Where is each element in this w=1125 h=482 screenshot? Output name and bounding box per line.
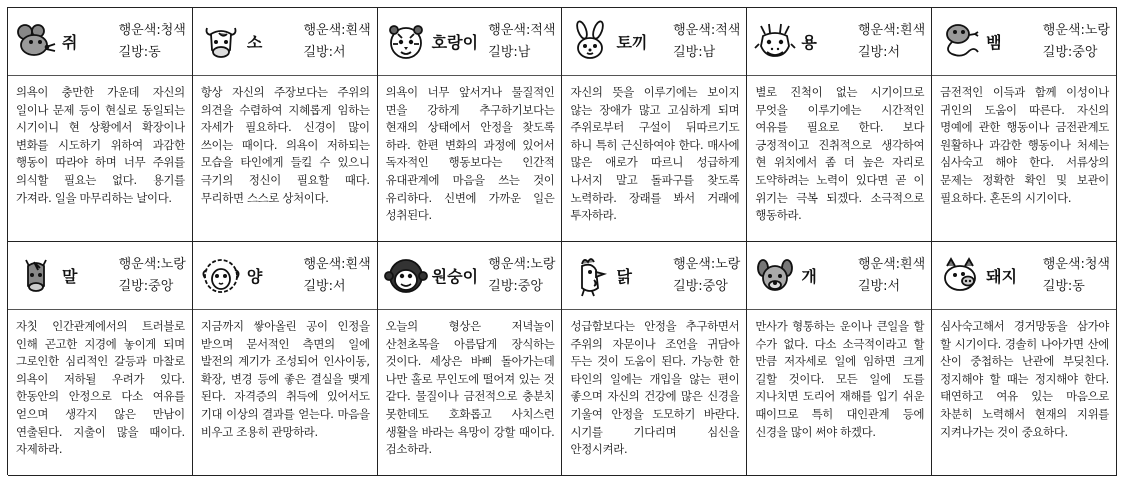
zodiac-fortune-grid	[7, 7, 1117, 475]
lucky-info: 행운색:적색 길방:남	[673, 22, 741, 60]
lucky-color-label: 행운색	[118, 22, 157, 38]
animal-name: 개	[801, 267, 817, 286]
lucky-direction: 서	[887, 278, 901, 294]
lucky-color: 노랑	[530, 256, 556, 272]
fortune-card-dragon	[747, 8, 932, 242]
fortune-text: 별로 진척이 없는 시기이므로 무엇을 이루기에는 시간적인 여유를 필요로 한다. 보다 긍정적이고 진취적으로 생각하여 현 위치에서 좀 더 높은 자리로 도약하려는 노력이 있다면 곧 이 위기는 극복 되겠다. 소극적으로 행동하라.	[755, 85, 925, 223]
fortune-text: 금전적인 이득과 함께 이성이나 귀인의 도움이 따른다. 자신의 명예에 관한 행동이나 금전관계도 원활하나 과감한 행동이나 처세는 심사숙고 해야 한다. 서류상의 문제는 정확한 확인 및 보관이 필요하다. 혼돈의 시기이다.	[940, 85, 1109, 205]
lucky-color: 노랑	[1084, 22, 1110, 38]
lucky-info: 행운색:노랑 길방:중앙	[1042, 22, 1110, 60]
card-header	[378, 8, 562, 76]
lucky-color-label: 행운색	[1042, 22, 1081, 38]
lucky-color-label: 행운색	[303, 22, 342, 38]
lucky-direction-label: 길방	[1042, 44, 1068, 60]
lucky-color: 적색	[715, 22, 741, 38]
lucky-direction-label: 길방	[303, 44, 329, 60]
card-header	[932, 242, 1116, 310]
fortune-text: 오늘의 형상은 저녁놀이 산천초목을 아름답게 장식하는 것이다. 세상은 바삐 돌아가는데 나만 홀로 무인도에 떨어져 있는 것 같다. 물질이나 금전적으로 충분치 못한데도 호화롭고 사치스런 생활을 바라는 욕망이 강할 때이다. 검소하라.	[385, 319, 555, 457]
lucky-direction: 중앙	[1072, 44, 1098, 60]
lucky-color-label: 행운색	[673, 256, 711, 272]
rabbit-icon	[568, 20, 612, 64]
lucky-color: 흰색	[345, 22, 371, 38]
dragon-icon	[753, 20, 797, 64]
fortune-text: 성급함보다는 안정을 추구하면서 주위의 자문이나 조언을 귀담아 두는 것이 도움이 된다. 가능한 한 타인의 일에는 개입을 않는 편이 좋으며 자신의 건강에 많은 신경을 기울여 안정을 도모하기 바란다. 시기를 기다리며 심신을 안정시켜라.	[570, 319, 740, 457]
fortune-text: 의욕이 충만한 가운데 자신의 일이나 문제 등이 현실로 동일되는 시기이니 현 상황에서 확장이나 변화를 시도하기 위하여 과감한 행동이 따라야 하며 너무 주위를 의식할 필요는 없다. 용기를 가져라. 일을 마무리하는 날이다.	[16, 85, 185, 205]
card-header	[8, 242, 192, 310]
lucky-direction: 중앙	[517, 278, 543, 294]
animal-name: 말	[62, 267, 78, 286]
card-header	[8, 8, 192, 76]
lucky-direction-label: 길방	[673, 278, 699, 294]
lucky-direction-label: 길방	[857, 278, 884, 294]
lucky-color: 노랑	[160, 256, 186, 272]
animal-name: 용	[801, 33, 817, 52]
fortune-text: 항상 자신의 주장보다는 주위의 의견을 수렴하여 지혜롭게 임하는 자세가 필요하다. 신경이 많이 쓰이는 때이다. 의욕이 저하되는 모습을 타인에게 들킬 수 있으니 극기의 정신이 필요할 때다. 무리하면 스스로 상처이다.	[200, 85, 370, 205]
ox-icon	[199, 20, 243, 64]
lucky-color-label: 행운색	[488, 256, 526, 272]
lucky-info: 행운색:노랑 길방:중앙	[118, 256, 186, 294]
lucky-info: 행운색:흰색 길방:서	[303, 22, 371, 60]
animal-name: 뱀	[986, 33, 1002, 52]
animal-name: 닭	[616, 267, 632, 286]
lucky-info: 행운색:청색 길방:동	[1042, 256, 1110, 294]
card-header	[193, 8, 377, 76]
card-header	[747, 242, 931, 310]
lucky-info: 행운색:노랑 길방:중앙	[673, 256, 741, 294]
lucky-direction-label: 길방	[118, 278, 144, 294]
lucky-color: 적색	[530, 22, 556, 38]
fortune-card-rabbit	[562, 8, 747, 242]
lucky-info: 행운색:적색 길방:남	[488, 22, 556, 60]
lucky-color-label: 행운색	[673, 22, 711, 38]
animal-name: 호랑이	[431, 33, 479, 52]
card-header	[562, 242, 746, 310]
fortune-text: 자신의 뜻을 이루기에는 보이지 않는 장애가 많고 고심하게 되며 주위로부터 구설이 뒤따르기도 하니 특히 근신하여야 한다. 매사에 많은 애로가 따르니 성급하게 나서지 말고 돌파구를 찾도록 노력하라. 장래를 봐서 거래에 투자하라.	[570, 85, 740, 223]
fortune-card-rooster	[562, 242, 747, 476]
card-header	[747, 8, 931, 76]
fortune-card-sheep	[193, 242, 378, 476]
card-header	[932, 8, 1116, 76]
lucky-direction: 중앙	[702, 278, 728, 294]
animal-name: 양	[246, 267, 263, 286]
lucky-info: 행운색:흰색 길방:서	[303, 256, 371, 294]
sheep-icon	[199, 254, 243, 298]
fortune-text: 만사가 형통하는 운이나 큰일을 할 수가 없다. 다소 소극적이라고 할 만큼 저자세로 일에 임하면 크게 길할 것이다. 모든 일에 도를 지나치면 도리어 재해를 입기 쉬운 때이므로 특히 대인관계 등에 신경을 많이 써야 하겠다.	[755, 319, 925, 439]
lucky-color: 흰색	[900, 256, 926, 272]
lucky-direction-label: 길방	[857, 44, 884, 60]
fortune-text: 지금까지 쌓아올린 공이 인정을 받으며 문서적인 측면의 일에 발전의 계기가 조성되어 인사이동, 확장, 변경 등에 좋은 결실을 맺게 된다. 자격증의 취득에 있어서도 기대 이상의 결과를 얻는다. 마음을 비우고 조용히 관망하라.	[200, 319, 370, 439]
fortune-card-pig	[932, 242, 1117, 476]
lucky-color-label: 행운색	[857, 256, 896, 272]
lucky-color: 흰색	[900, 22, 926, 38]
animal-name: 원숭이	[431, 267, 479, 286]
lucky-color-label: 행운색	[303, 256, 342, 272]
animal-name: 토끼	[616, 33, 648, 52]
rooster-icon	[568, 254, 612, 298]
lucky-color: 청색	[160, 22, 186, 38]
pig-icon	[938, 254, 982, 298]
fortune-card-horse	[8, 242, 193, 476]
horse-icon	[14, 254, 58, 298]
fortune-text: 자칫 인간관계에서의 트러블로 인해 곤고한 지경에 놓이게 되며 그로인한 심리적인 갈등과 마찰로 의욕이 저하될 우려가 있다. 한동안의 안정으로 다소 여유를 얻으며 생각지 않은 만남이 연출된다. 지출이 많을 때이다. 자제하라.	[16, 319, 185, 457]
fortune-text: 심사숙고해서 경거망동을 삼가야 할 시기이다. 경솔히 나아가면 산에 산이 중첩하는 난관에 부딪친다. 정지해야 할 때는 정지해야 한다. 태연하고 여유 있는 마음으로 차분히 노력해서 현재의 지위를 지켜나가는 것이 중요하다.	[940, 319, 1109, 439]
lucky-info: 행운색:노랑 길방:중앙	[488, 256, 556, 294]
lucky-info: 행운색:흰색 길방:서	[857, 256, 926, 294]
card-header	[378, 242, 562, 310]
fortune-card-ox	[193, 8, 378, 242]
lucky-direction-label: 길방	[488, 44, 514, 60]
dog-icon	[753, 254, 797, 298]
fortune-card-snake	[932, 8, 1117, 242]
lucky-direction-label: 길방	[488, 278, 514, 294]
animal-name: 돼지	[986, 267, 1018, 286]
snake-icon	[938, 20, 982, 64]
lucky-color-label: 행운색	[857, 22, 896, 38]
card-header	[562, 8, 746, 76]
lucky-direction: 서	[887, 44, 901, 60]
lucky-direction-label: 길방	[673, 44, 699, 60]
card-header	[193, 242, 377, 310]
monkey-icon	[384, 254, 428, 298]
fortune-card-monkey	[378, 242, 563, 476]
lucky-color: 청색	[1084, 256, 1110, 272]
lucky-direction: 동	[1072, 278, 1085, 294]
rat-icon	[14, 20, 58, 64]
lucky-direction: 서	[332, 278, 346, 294]
tiger-icon	[384, 20, 428, 64]
lucky-info: 행운색:청색 길방:동	[118, 22, 186, 60]
fortune-card-dog	[747, 242, 932, 476]
animal-name: 쥐	[62, 33, 78, 52]
lucky-direction: 동	[148, 44, 161, 60]
lucky-direction: 남	[517, 44, 531, 60]
animal-name: 소	[246, 33, 263, 52]
lucky-color-label: 행운색	[1042, 256, 1081, 272]
lucky-direction: 중앙	[148, 278, 174, 294]
lucky-direction-label: 길방	[1042, 278, 1068, 294]
lucky-direction-label: 길방	[118, 44, 144, 60]
fortune-card-rat	[8, 8, 193, 242]
lucky-direction: 서	[332, 44, 346, 60]
lucky-direction-label: 길방	[303, 278, 329, 294]
lucky-color-label: 행운색	[488, 22, 526, 38]
lucky-direction: 남	[702, 44, 716, 60]
lucky-color: 노랑	[715, 256, 741, 272]
lucky-color: 흰색	[345, 256, 371, 272]
lucky-color-label: 행운색	[118, 256, 157, 272]
fortune-card-tiger	[378, 8, 563, 242]
fortune-text: 의욕이 너무 앞서거나 물질적인 면을 강하게 추구하기보다는 현재의 상태에서 안정을 찾도록 하라. 한편 변화의 과정에 있어서 독자적인 행동보다는 인간적 유대관계에 마음을 쓰는 것이 유리하다. 신변에 가까운 일은 성취된다.	[385, 85, 555, 223]
lucky-info: 행운색:흰색 길방:서	[857, 22, 926, 60]
